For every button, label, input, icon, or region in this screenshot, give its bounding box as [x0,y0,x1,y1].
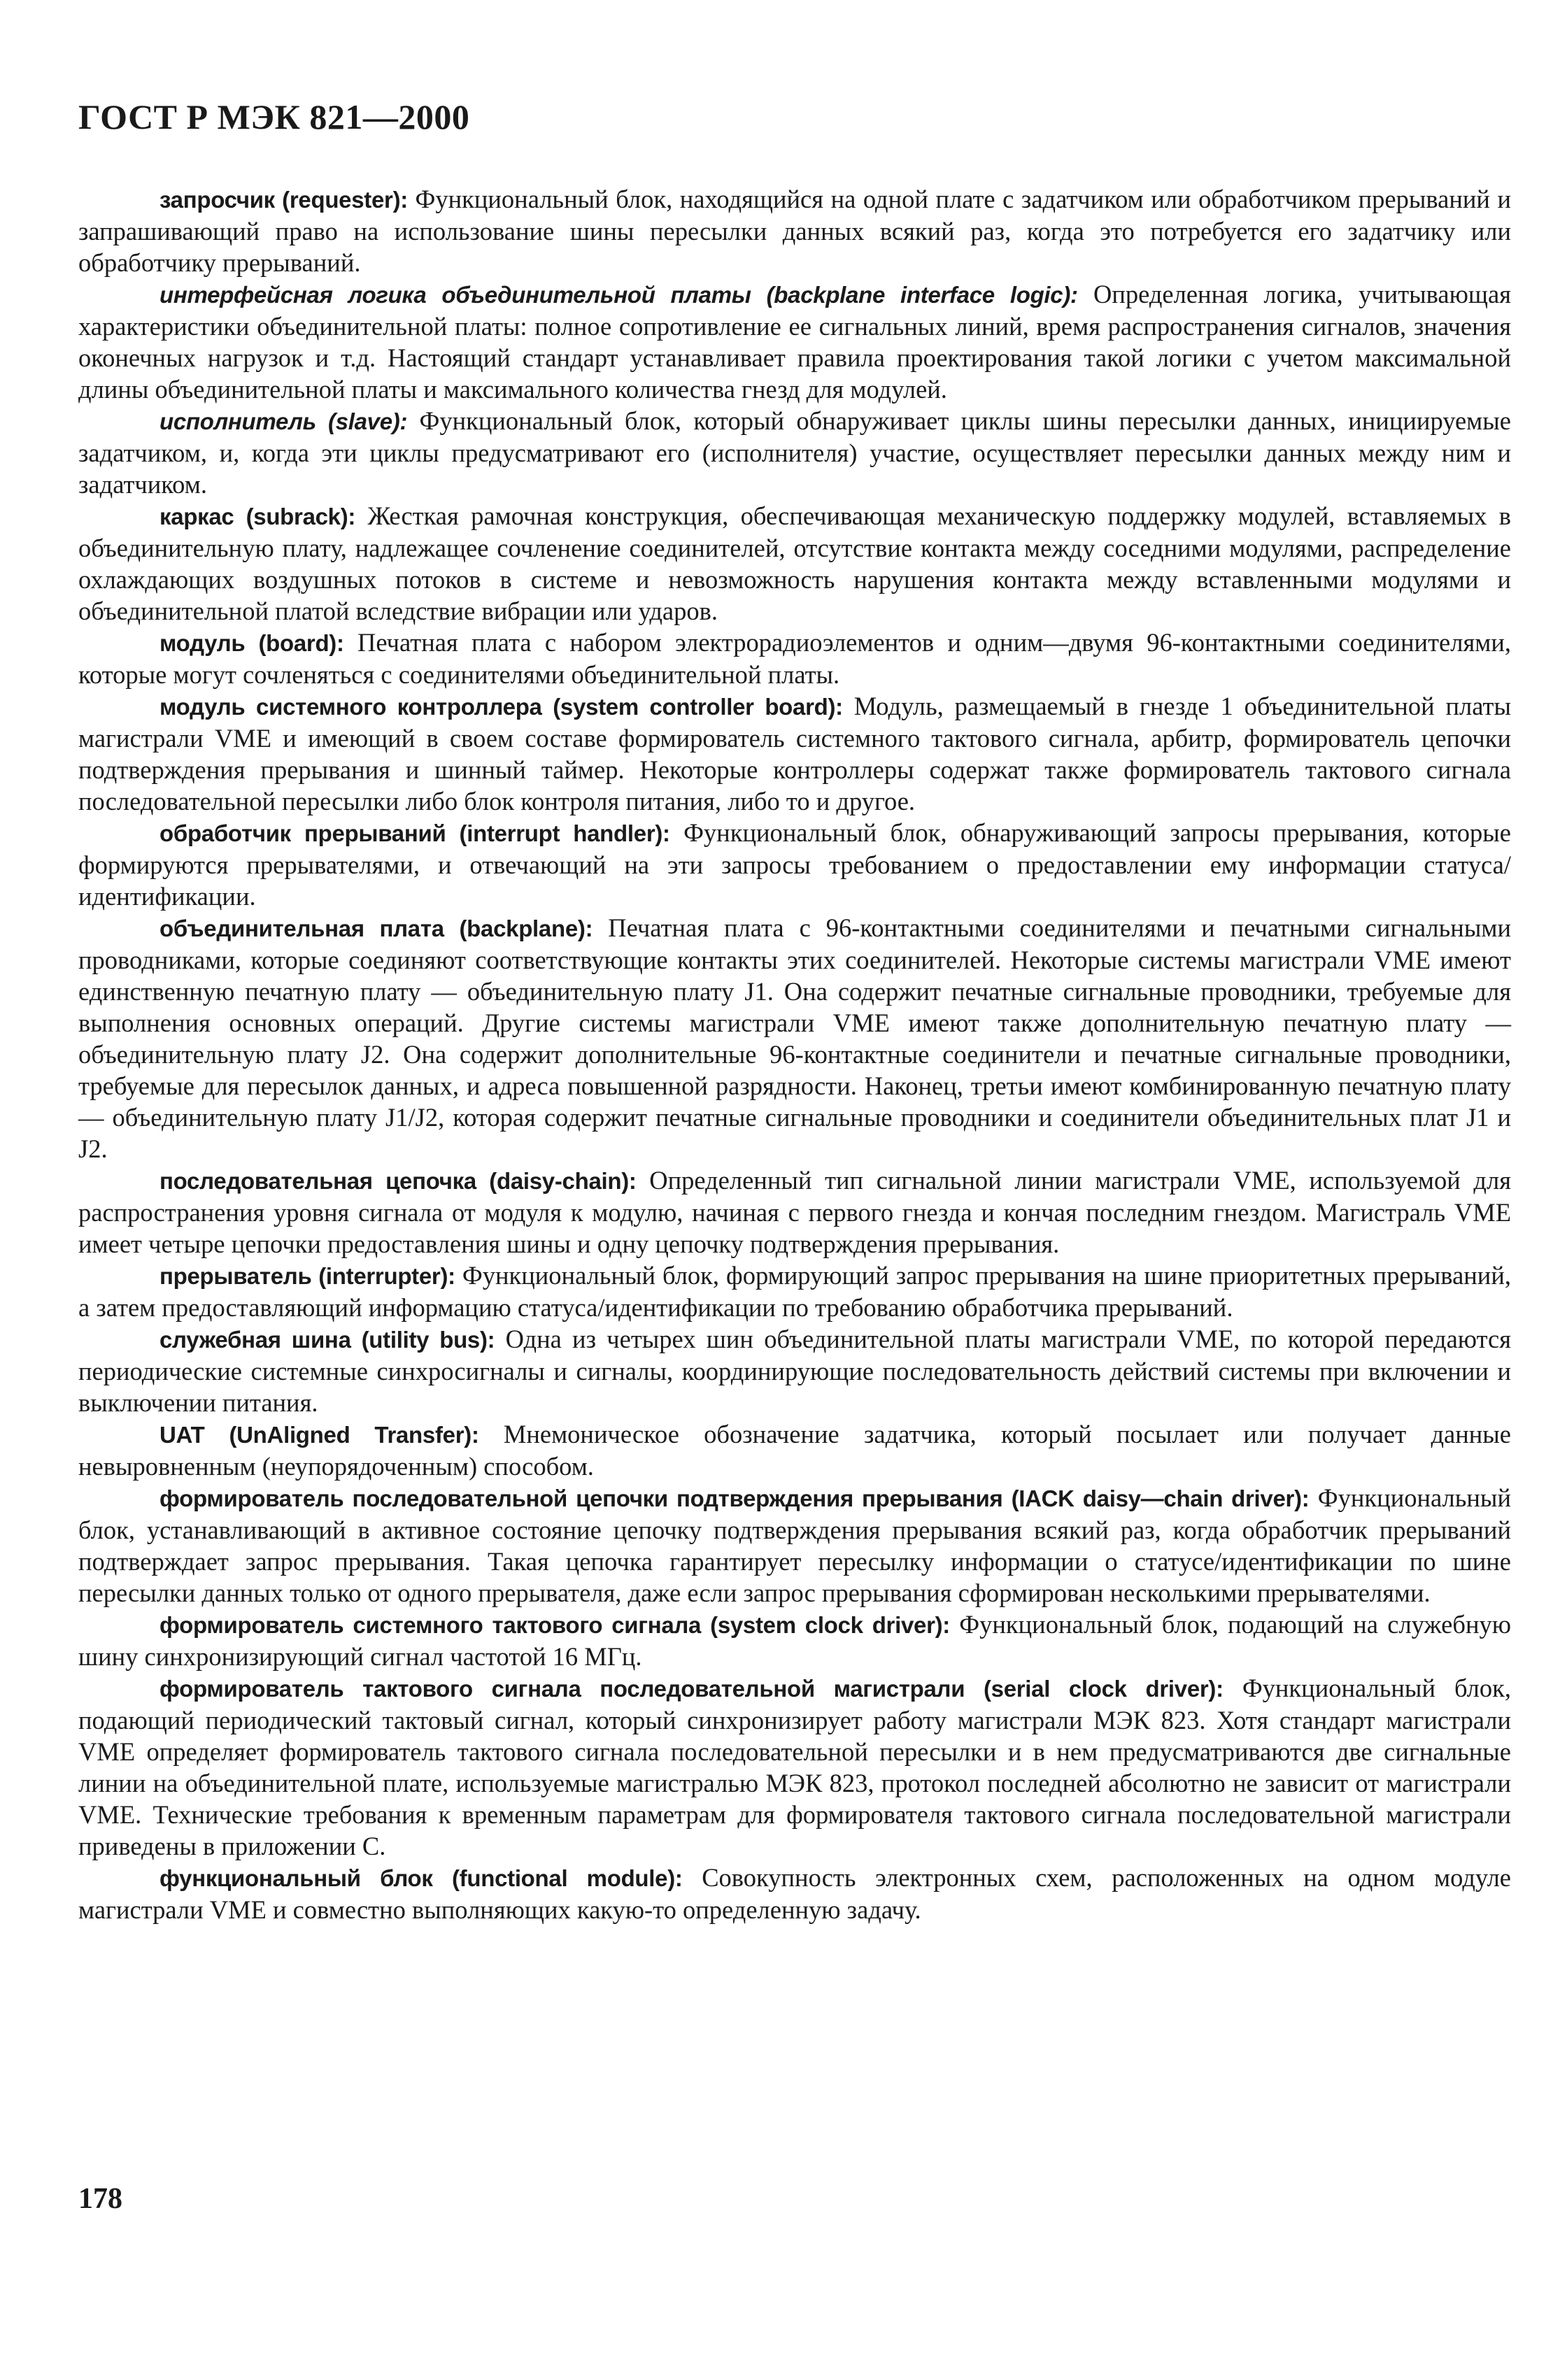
definition-text: Модуль, размещаемый в гнезде 1 объединительной платы магистрали VME и имеющий в своем составе формирователь системного тактового сигнала, арбитр, формирователь цепочки подтверждения прерывания и шинный таймер. Некоторые контроллеры содержат также формирователь тактового сигнала последовательной пересылки либо блок контроля питания, либо то и другое. [78,692,1511,815]
definition-entry [78,912,1511,1164]
definition-entry [78,183,1511,278]
definition-entry [78,1862,1511,1925]
definition-entry [78,1418,1511,1482]
definition-text: Мнемоническое обозначение задатчика, который посылает или получает данные невыровненным (неупорядоченным) способом. [78,1420,1511,1481]
definition-entry [78,1482,1511,1609]
definition-text: Жесткая рамочная конструкция, обеспечивающая механическую поддержку модулей, вставляемых в объединительную плату, надлежащее сочленение соединителей, отсутствие контакта между соседними модулями, распределение охлаждающих воздушных потоков в системе и невозможность нарушения контакта между вставленными модулями и объединительной платой вследствие вибрации или ударов. [78,501,1511,625]
definition-term: UAT (UnAligned Transfer): [159,1422,479,1448]
definition-entry [78,1164,1511,1260]
definition-text: Функциональный блок, находящийся на одной плате с задатчиком или обработчиком прерываний и запрашивающий право на использование шины пересылки данных всякий раз, когда это потребуется его задатчику или обработчику прерываний. [78,185,1511,277]
standard-header: ГОСТ Р МЭК 821—2000 [78,97,470,136]
definition-text: Совокупность электронных схем, расположенных на одном модуле магистрали VME и совместно выполняющих какую-то определенную задачу. [78,1863,1511,1924]
definition-entry [78,278,1511,405]
definition-term: запросчик (requester): [159,187,408,213]
definition-term: служебная шина (utility bus): [159,1327,495,1353]
definition-term: каркас (subrack): [159,504,356,529]
definition-text: Печатная плата с набором электрорадиоэлементов и одним—двумя 96-контактными соединителями, которые могут сочленяться с соединителями объединительной платы. [78,628,1511,689]
definition-text: Функциональный блок, обнаруживающий запросы прерывания, которые формируются прерывателями, и отвечающий на эти запросы требованием о предоставлении ему информации статуса/идентификации. [78,818,1512,911]
definition-term: исполнитель (slave): [159,408,408,434]
definition-term: формирователь системного тактового сигнала (system clock driver): [159,1612,950,1638]
definition-term: прерыватель (interrupter): [159,1263,455,1289]
definitions-body [78,183,1511,1925]
definition-term: модуль (board): [159,630,344,656]
definition-text: Функциональный блок, формирующий запрос прерывания на шине приоритетных прерываний, а затем предоставляющий информацию статуса/идентификации по требованию обработчика прерываний. [78,1261,1511,1322]
definition-entry [78,405,1511,500]
definition-term: формирователь тактового сигнала последовательной магистрали (serial clock driver): [159,1676,1224,1702]
definition-entry [78,817,1511,912]
definition-text: Функциональный блок, который обнаруживает циклы шины пересылки данных, инициируемые задатчиком, и, когда эти циклы предусматривают его (исполнителя) участие, осуществляет пересылки данных между ним и задатчиком. [78,406,1512,499]
page-number: 178 [78,2183,122,2215]
definition-term: обработчик прерываний (interrupt handler): [159,820,670,846]
definition-term: функциональный блок (functional module): [159,1865,683,1891]
definition-entry [78,1672,1511,1862]
definition-text: Функциональный блок, подающий периодический тактовый сигнал, который синхронизирует работу магистрали МЭК 823. Хотя стандарт магистрали VME определяет формирователь тактового сигнала последовательной пересылки и в нем предусматриваются две сигнальные линии на объединительной плате, используемые магистралью МЭК 823, протокол последней абсолютно не зависит от магистрали VME. Технические требования к временным параметрам для формирователя тактового сигнала последовательной магистрали приведены в приложении С. [78,1674,1511,1860]
definition-entry [78,1609,1511,1672]
definition-entry [78,627,1511,690]
definition-text: Функциональный блок, устанавливающий в активное состояние цепочку подтверждения прерывания всякий раз, когда обработчик прерываний подтверждает запрос прерывания. Такая цепочка гарантирует пересылку информации о статусе/идентификации по шине пересылки данных только от одного прерывателя, даже если запрос прерывания сформирован несколькими прерывателями. [78,1483,1511,1607]
definition-entry [78,500,1511,627]
definition-text: Одна из четырех шин объединительной платы магистрали VME, по которой передаются периодические системные синхросигналы и сигналы, координирующие последовательность действий системы при включении и выключении питания. [78,1325,1511,1417]
definition-entry [78,1323,1511,1418]
definition-text: Печатная плата с 96-контактными соединителями и печатными сигнальными проводниками, которые соединяют соответствующие контакты этих соединителей. Некоторые системы магистрали VME имеют единственную печатную плату — объединительную плату J1. Она содержит печатные сигнальные проводники, требуемые для выполнения основных операций. Другие системы магистрали VME имеют также дополнительную печатную плату — объединительную плату J2. Она содержит дополнительные 96-контактные соединители и печатные сигнальные проводники, требуемые для пересылок данных, и адреса повышенной разрядности. Наконец, третьи имеют комбинированную печатную плату — объединительную плату J1/J2, которая содержит печатные сигнальные проводники и соединители объединительных плат J1 и J2. [78,913,1511,1163]
definition-entry [78,690,1511,817]
definition-text: Определенный тип сигнальной линии магистрали VME, используемой для распространения уровня сигнала от модуля к модулю, начиная с первого гнезда и кончая последним гнездом. Магистраль VME имеет четыре цепочки предоставления шины и одну цепочку подтверждения прерывания. [78,1166,1511,1258]
definition-entry [78,1260,1511,1323]
definition-text: Определенная логика, учитывающая характеристики объединительной платы: полное сопротивление ее сигнальных линий, время распространения сигналов, значения оконечных нагрузок и т.д. Настоящий стандарт устанавливает правила проектирования такой логики с учетом максимальной длины объединительной платы и максимального количества гнезд для модулей. [78,280,1511,404]
definition-term: модуль системного контроллера (system controller board): [159,694,843,720]
definition-term: объединительная плата (backplane): [159,915,593,941]
definition-text: Функциональный блок, подающий на служебную шину синхронизирующий сигнал частотой 16 МГц. [78,1610,1511,1671]
definition-term: интерфейсная логика объединительной платы (backplane interface logic): [159,282,1078,308]
definition-term: последовательная цепочка (daisy-chain): [159,1168,637,1194]
definition-term: формирователь последовательной цепочки подтверждения прерывания (IACK daisy—chain driver): [159,1485,1310,1511]
